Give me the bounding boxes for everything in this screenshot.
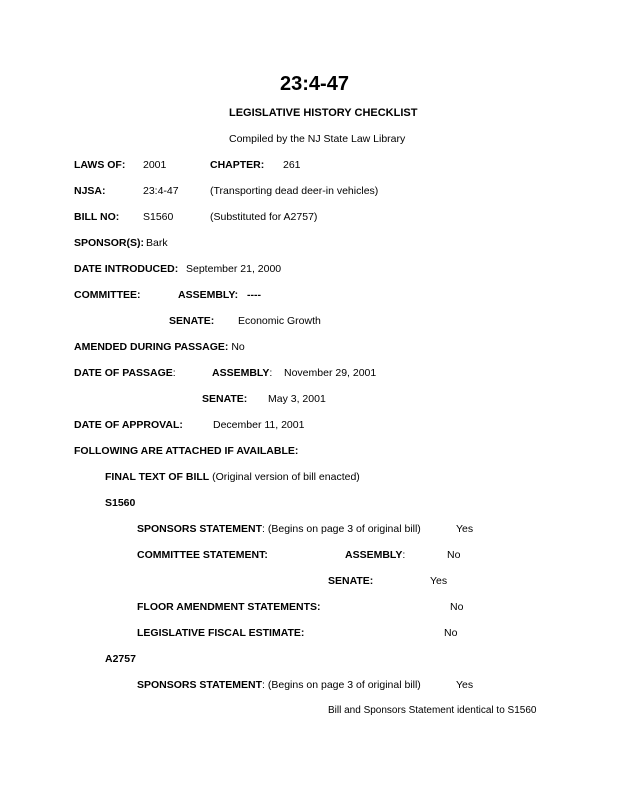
njsa-value: 23:4-47 <box>143 185 179 197</box>
date-of-passage-colon: : <box>172 367 176 379</box>
a2757-sponsors-statement-label: SPONSORS STATEMENT <box>137 679 263 691</box>
committee-assembly-label: ASSEMBLY: <box>178 289 239 301</box>
s1560-committee-senate-value: Yes <box>430 575 448 587</box>
final-text-label: FINAL TEXT OF BILL <box>105 471 210 483</box>
s1560-committee-senate-label: SENATE: <box>328 575 374 587</box>
date-of-approval-value: December 11, 2001 <box>213 419 305 431</box>
s1560-fiscal-estimate-value: No <box>444 627 458 639</box>
passage-assembly-value: November 29, 2001 <box>284 367 377 379</box>
a2757-heading: A2757 <box>105 653 136 665</box>
date-introduced-label: DATE INTRODUCED: <box>74 263 179 275</box>
bill-no-value: S1560 <box>143 211 174 223</box>
committee-senate-label: SENATE: <box>169 315 215 327</box>
s1560-sponsors-statement-label: SPONSORS STATEMENT <box>137 523 263 535</box>
njsa-label: NJSA: <box>74 185 106 197</box>
document-title: 23:4-47 <box>280 73 349 95</box>
passage-senate-label: SENATE: <box>202 393 248 405</box>
passage-senate-value: May 3, 2001 <box>268 393 326 405</box>
s1560-floor-amendment-value: No <box>450 601 464 613</box>
s1560-committee-assembly-value: No <box>447 549 461 561</box>
s1560-floor-amendment-label: FLOOR AMENDMENT STATEMENTS: <box>137 601 321 613</box>
s1560-sponsors-statement-value: Yes <box>456 523 474 535</box>
sponsors-value: Bark <box>146 237 168 249</box>
final-text-note: (Original version of bill enacted) <box>212 471 360 483</box>
document-subtitle: LEGISLATIVE HISTORY CHECKLIST <box>229 107 418 119</box>
compiled-by: Compiled by the NJ State Law Library <box>229 133 406 145</box>
njsa-description: (Transporting dead deer-in vehicles) <box>210 185 379 197</box>
s1560-sponsors-statement-row <box>137 524 421 535</box>
amended-label: AMENDED DURING PASSAGE: <box>74 341 229 353</box>
s1560-fiscal-estimate-label: LEGISLATIVE FISCAL ESTIMATE: <box>137 627 305 639</box>
bill-no-note: (Substituted for A2757) <box>210 211 318 223</box>
a2757-identical-note: Bill and Sponsors Statement identical to S1560 <box>328 705 537 716</box>
chapter-label: CHAPTER: <box>210 159 265 171</box>
committee-senate-value: Economic Growth <box>238 315 321 327</box>
a2757-sponsors-statement-note: : (Begins on page 3 of original bill) <box>262 679 421 691</box>
passage-assembly-colon: : <box>269 367 273 379</box>
s1560-committee-assembly-label: ASSEMBLY <box>345 549 403 561</box>
final-text-row <box>105 472 360 483</box>
s1560-committee-statement-label: COMMITTEE STATEMENT: <box>137 549 268 561</box>
date-of-passage-label-row <box>74 368 176 379</box>
laws-of-label: LAWS OF: <box>74 159 126 171</box>
committee-assembly-value: ---- <box>247 289 261 301</box>
s1560-committee-assembly-colon: : <box>402 549 406 561</box>
s1560-sponsors-statement-note: : (Begins on page 3 of original bill) <box>262 523 421 535</box>
chapter-value: 261 <box>283 159 301 171</box>
a2757-sponsors-statement-value: Yes <box>456 679 474 691</box>
passage-assembly-label-row <box>212 368 272 379</box>
sponsors-label: SPONSOR(S): <box>74 237 145 249</box>
attached-heading: FOLLOWING ARE ATTACHED IF AVAILABLE: <box>74 445 299 457</box>
committee-label: COMMITTEE: <box>74 289 141 301</box>
amended-row <box>74 342 245 353</box>
date-introduced-value: September 21, 2000 <box>186 263 282 275</box>
date-of-approval-label: DATE OF APPROVAL: <box>74 419 183 431</box>
bill-no-label: BILL NO: <box>74 211 120 223</box>
passage-assembly-label: ASSEMBLY <box>212 367 270 379</box>
amended-value: No <box>231 341 245 353</box>
laws-of-value: 2001 <box>143 159 167 171</box>
date-of-passage-label: DATE OF PASSAGE <box>74 367 173 379</box>
s1560-committee-assembly-row <box>345 550 405 561</box>
s1560-heading: S1560 <box>105 497 136 509</box>
a2757-sponsors-statement-row <box>137 680 421 691</box>
